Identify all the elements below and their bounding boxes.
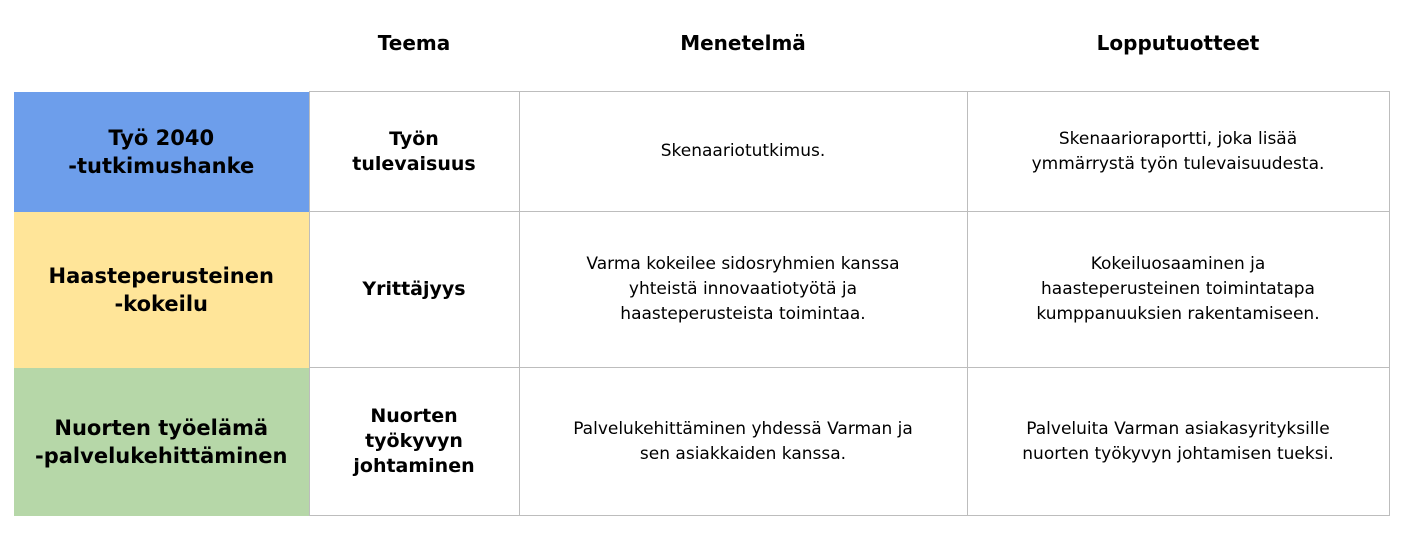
- theme-cell: [309, 212, 519, 368]
- method-line: haasteperusteista toimintaa.: [620, 304, 866, 324]
- row-name-line: -tutkimushanke: [68, 153, 255, 178]
- output-cell: [967, 368, 1389, 516]
- comparison-table: [14, 91, 1390, 516]
- theme-line: tulevaisuus: [352, 152, 476, 175]
- output-line: ymmärrystä työn tulevaisuudesta.: [1031, 153, 1325, 174]
- method-line: Varma kokeilee sidosryhmien kanssa: [586, 254, 900, 274]
- theme-line: työkyvyn: [365, 430, 463, 452]
- row-name-line: Nuorten työelämä: [54, 415, 269, 440]
- row-name-cell: [14, 212, 309, 368]
- table-row: [14, 212, 1389, 368]
- method-cell: [519, 92, 967, 212]
- output-cell: [967, 92, 1389, 212]
- row-name-line: Työ 2040: [108, 125, 215, 150]
- theme-line: johtaminen: [353, 455, 475, 477]
- method-cell: [519, 212, 967, 368]
- header-menetelma: Menetelmä: [680, 31, 806, 55]
- method-line: yhteistä innovaatiotyötä ja: [628, 279, 858, 299]
- output-line: haasteperusteinen toimintatapa: [1041, 279, 1315, 299]
- row-name-line: Haasteperusteinen: [48, 263, 274, 288]
- table-row: [14, 368, 1389, 516]
- output-cell: [967, 212, 1389, 368]
- method-cell: [519, 368, 967, 516]
- row-name-line: -palvelukehittäminen: [35, 443, 288, 468]
- method-line: Skenaariotutkimus.: [660, 141, 826, 161]
- method-line: Palvelukehittäminen yhdessä Varman ja: [573, 418, 913, 439]
- row-name-cell: [14, 92, 309, 212]
- output-line: nuorten työkyvyn johtamisen tueksi.: [1022, 443, 1334, 464]
- theme-cell: [309, 92, 519, 212]
- header-lopputuotteet: Lopputuotteet: [1096, 31, 1260, 55]
- theme-line: Työn: [389, 127, 439, 150]
- theme-cell: [309, 368, 519, 516]
- output-line: Palveluita Varman asiakasyrityksille: [1026, 418, 1330, 439]
- theme-line: Nuorten: [370, 405, 458, 427]
- row-name-line: -kokeilu: [114, 291, 209, 316]
- method-line: sen asiakkaiden kanssa.: [639, 443, 847, 464]
- theme-line: Yrittäjyys: [362, 278, 466, 300]
- row-name-cell: [14, 368, 309, 516]
- output-line: kumppanuuksien rakentamiseen.: [1036, 304, 1320, 324]
- output-line: Kokeiluosaaminen ja: [1090, 254, 1266, 274]
- table-row: [14, 92, 1389, 212]
- output-line: Skenaarioraportti, joka lisää: [1058, 128, 1298, 149]
- header-teema: Teema: [377, 31, 451, 55]
